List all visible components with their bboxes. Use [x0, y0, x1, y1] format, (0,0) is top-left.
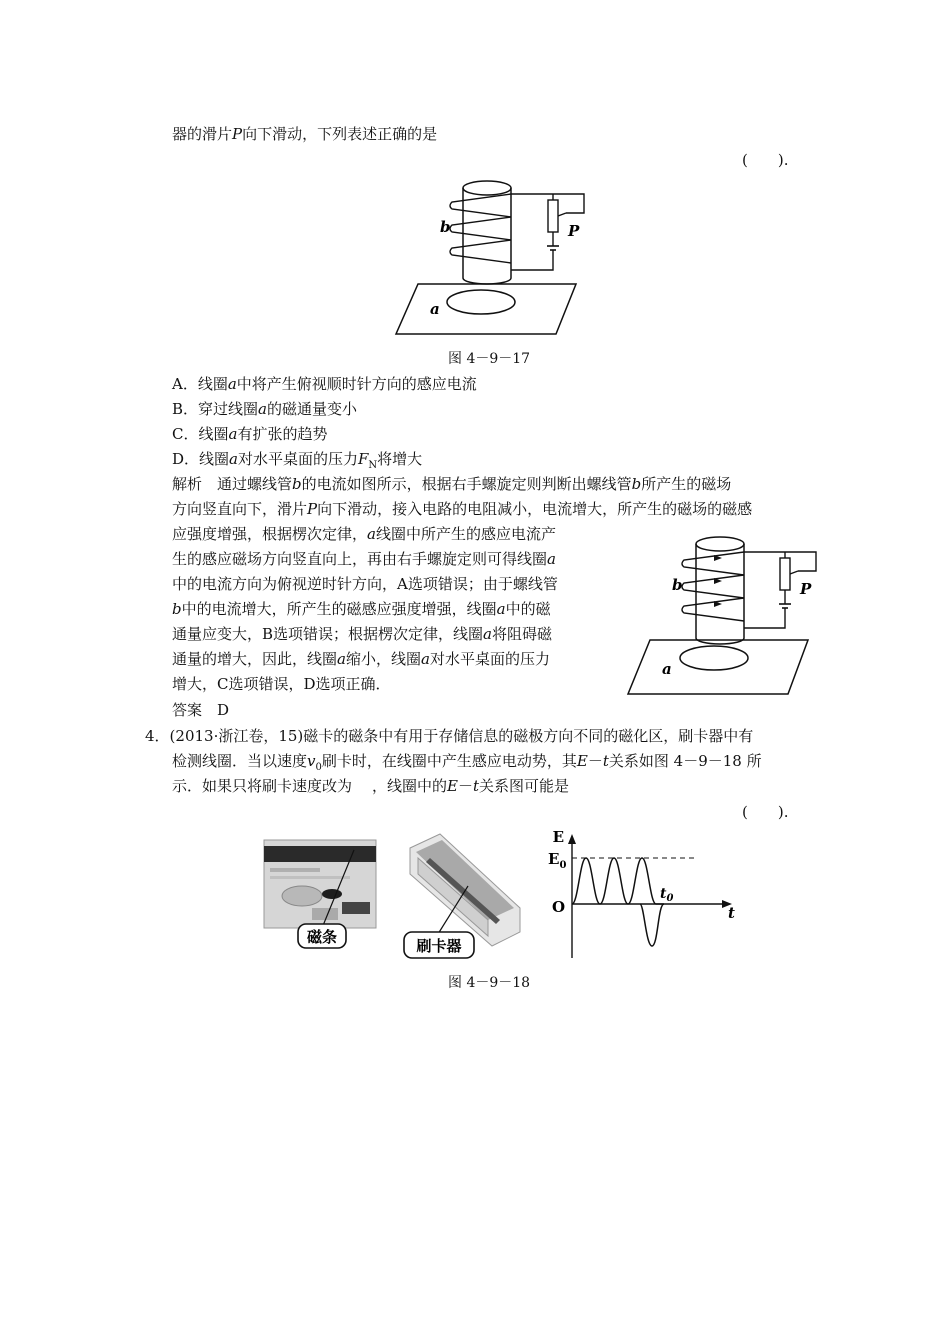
analysis-label-b: b — [672, 576, 683, 594]
figure-analysis — [624, 530, 846, 698]
analysis-line-3: 应强度增强，根据楞次定律，a线圈中所产生的感应电流产 — [172, 525, 556, 543]
emf-negative-pulse — [640, 904, 664, 946]
figure-caption-17: 图 4－9－17 — [448, 351, 531, 367]
figure-4-9-17 — [390, 172, 610, 342]
analysis-line-1: 解析 通过螺线管b的电流如图所示，根据右手螺旋定则判断出螺线管b所产生的磁场 — [172, 475, 732, 493]
analysis-line-7: 通量应变大，B选项错误；根据楞次定律，线圈a将阻碍磁 — [172, 625, 552, 643]
option-a: A．线圈a中将产生俯视顺时针方向的感应电流 — [172, 375, 477, 393]
q3-answer-paren: ( ). — [742, 151, 789, 169]
option-c: C．线圈a有扩张的趋势 — [172, 425, 328, 443]
axis-label-e: E — [552, 828, 564, 846]
label-reader: 刷卡器 — [416, 937, 462, 955]
analysis-line-6: b中的电流增大，所产生的磁感应强度增强，线圈a中的磁 — [172, 600, 551, 618]
label-a: a — [430, 300, 440, 318]
option-d: D．线圈a对水平桌面的压力$F_N$将增大 — [172, 450, 423, 471]
emf-positive-pulses — [572, 858, 664, 904]
q4-answer-paren: ( ). — [742, 803, 789, 821]
label-card: 磁条 — [306, 928, 338, 946]
card-reader-photo — [400, 828, 524, 966]
label-b: b — [440, 218, 451, 236]
answer: 答案 D — [172, 701, 230, 719]
label-t0: $t_0$ — [660, 886, 674, 904]
analysis-line-9: 增大，C选项错误，D选项正确． — [172, 675, 391, 693]
option-b: B．穿过线圈a的磁通量变小 — [172, 400, 357, 418]
axis-label-t: t — [728, 904, 735, 922]
q4-line-1: 4．(2013·浙江卷，15)磁卡的磁条中有用于存储信息的磁极方向不同的磁化区，刷卡器中有 — [145, 727, 754, 745]
analysis-label-p: P — [800, 580, 812, 598]
analysis-line-8: 通量的增大，因此，线圈a缩小，线圈a对水平桌面的压力 — [172, 650, 550, 668]
analysis-label-a: a — [662, 660, 672, 678]
label-origin: O — [552, 898, 566, 916]
et-graph — [540, 826, 740, 966]
label-p: P — [568, 222, 580, 240]
magnetic-stripe — [264, 846, 376, 862]
analysis-line-5: 中的电流方向为俯视逆时针方向，A选项错误；由于螺线管 — [172, 575, 558, 593]
label-e0: $E_0$ — [548, 850, 567, 871]
figure-caption-18: 图 4－9－18 — [448, 975, 531, 991]
q4-line-2: 检测线圈．当以速度$v_0$刷卡时，在线圈中产生感应电动势，其E－t关系如图 4－9－18 所 — [172, 752, 762, 773]
card-photo — [262, 836, 382, 956]
analysis-line-2: 方向竖直向下，滑片P向下滑动，接入电路的电阻减小，电流增大，所产生的磁场的磁感 — [172, 500, 753, 518]
q4-line-3: 示．如果只将刷卡速度改为 ，线圈中的E－t关系图可能是 — [172, 777, 570, 795]
q3-intro: 器的滑片P向下滑动，下列表述正确的是 — [172, 125, 438, 143]
analysis-line-4: 生的感应磁场方向竖直向上，再由右手螺旋定则可得线圈a — [172, 550, 556, 568]
